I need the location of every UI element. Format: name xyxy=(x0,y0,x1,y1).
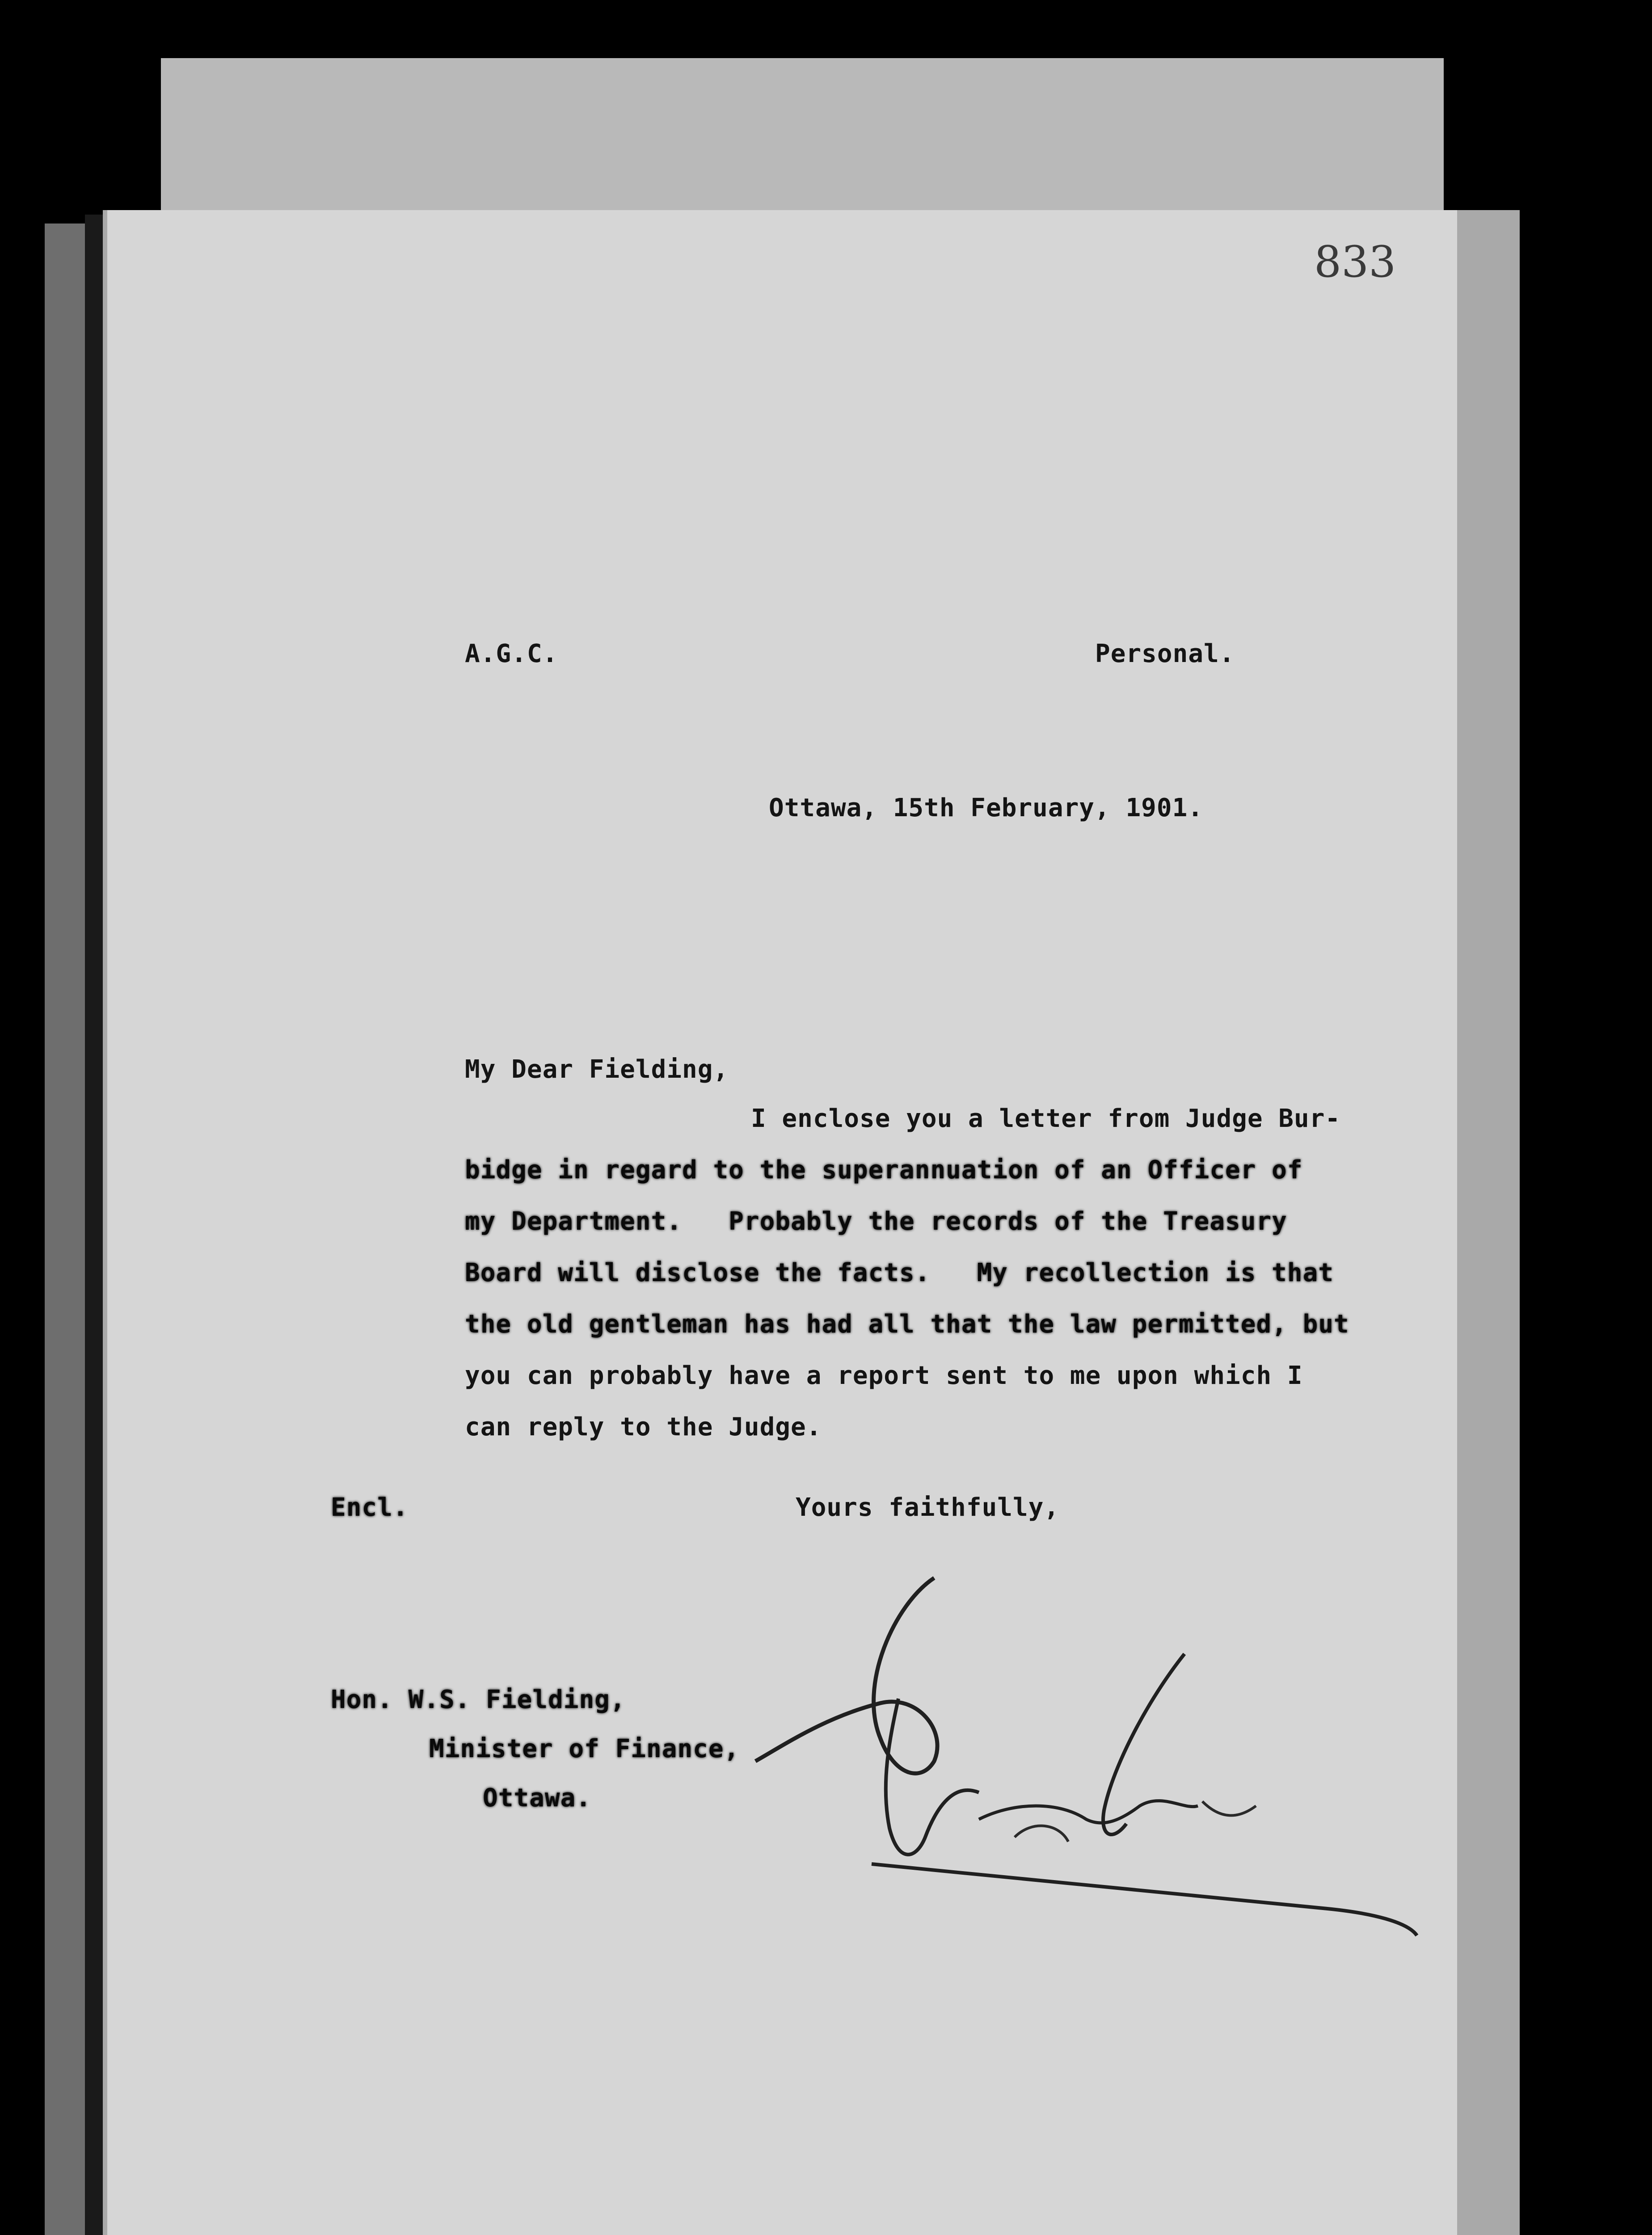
body-line: can reply to the Judge. xyxy=(465,1413,822,1442)
closing: Yours faithfully, xyxy=(796,1493,1060,1522)
addressee-title: Minister of Finance, xyxy=(429,1734,740,1763)
signature xyxy=(746,1551,1551,1998)
body-line: you can probably have a report sent to me upon which I xyxy=(465,1361,1303,1390)
letter-page xyxy=(107,210,1457,2235)
body-line: I enclose you a letter from Judge Bur- xyxy=(751,1104,1341,1133)
film-edge xyxy=(45,224,85,2235)
body-line: my Department. Probably the records of the Treasury xyxy=(465,1207,1287,1236)
body-line: the old gentleman has had all that the law permitted, but xyxy=(465,1310,1349,1339)
addressee-city: Ottawa. xyxy=(483,1784,592,1813)
salutation: My Dear Fielding, xyxy=(465,1055,729,1084)
dateline: Ottawa, 15th February, 1901. xyxy=(769,793,1204,822)
enclosure-mark: Encl. xyxy=(331,1493,409,1522)
body-line: Board will disclose the facts. My recollection is that xyxy=(465,1258,1334,1287)
film-edge-dark xyxy=(85,215,103,2235)
classification-label: Personal. xyxy=(1095,639,1235,668)
addressee-name: Hon. W.S. Fielding, xyxy=(331,1685,626,1714)
body-line: bidge in regard to the superannuation of an Officer of xyxy=(465,1155,1303,1185)
reference-code: A.G.C. xyxy=(465,639,558,668)
page-number: 833 xyxy=(1314,237,1396,287)
